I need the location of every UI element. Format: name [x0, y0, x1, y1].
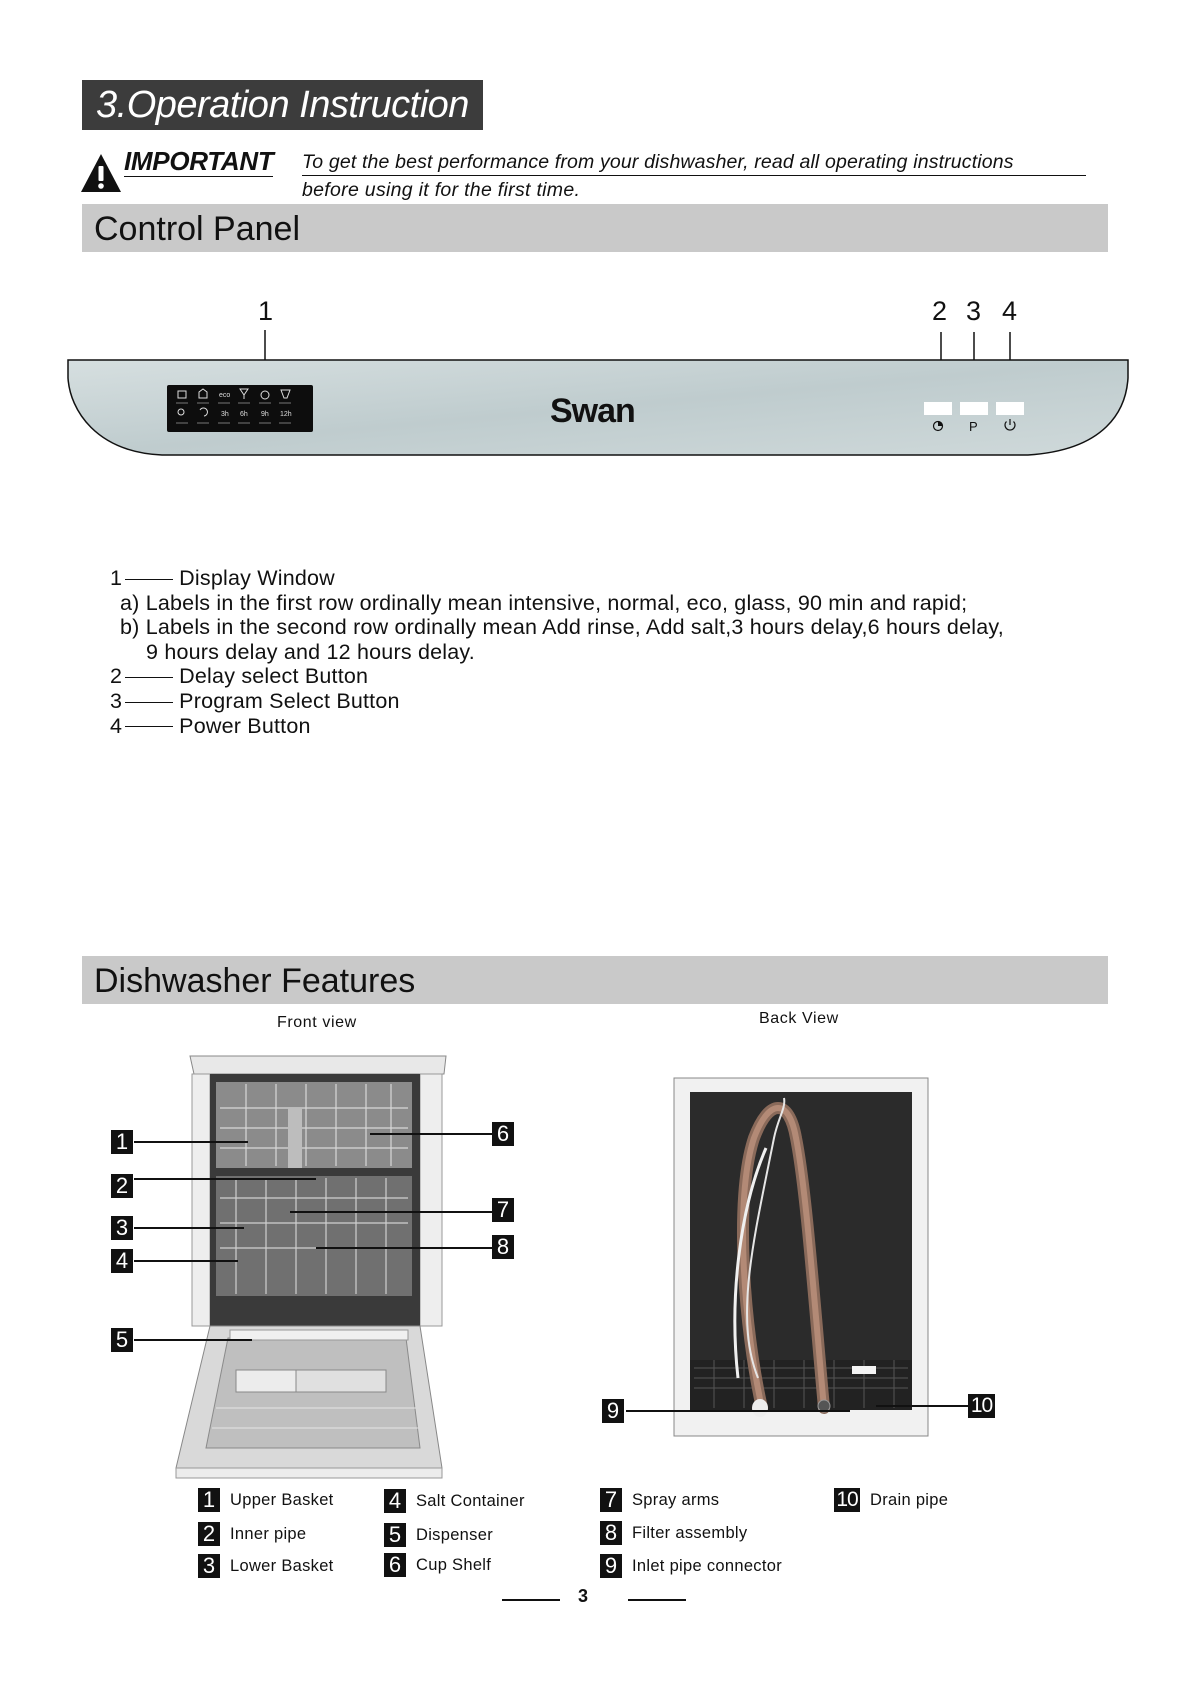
program-button-symbol: P: [969, 419, 978, 434]
front-callout-8: 8: [492, 1235, 514, 1259]
control-panel-heading-band: [82, 204, 1108, 252]
brand-logo: Swan: [550, 392, 635, 430]
desc-line-b: b) Labels in the second row ordinally mean Add rinse, Add salt,3 hours delay,6 hours delay,: [120, 615, 1004, 640]
page-number: 3: [578, 1586, 589, 1606]
front-callout-1: 1: [111, 1130, 133, 1154]
display-3h-label: 3h: [221, 411, 229, 418]
front-callout-5: 5: [111, 1328, 133, 1352]
display-9h-label: 9h: [261, 411, 269, 418]
front-callout-3: 3: [111, 1216, 133, 1240]
display-6h-label: 6h: [240, 411, 248, 418]
legend-item-3: 3 Lower Basket: [198, 1553, 334, 1579]
control-panel-illustration: [66, 300, 1130, 460]
important-text-line2: before using it for the first time.: [302, 179, 581, 201]
display-12h-label: 12h: [280, 411, 292, 418]
front-view-label: Front view: [277, 1014, 357, 1031]
front-callout-6: 6: [492, 1122, 514, 1146]
front-callout-4: 4: [111, 1249, 133, 1273]
desc-item-4: 4 Power Button: [110, 713, 311, 738]
legend-item-5: 5 Dispenser: [384, 1522, 493, 1548]
legend-item-10: 10 Drain pipe: [834, 1487, 948, 1513]
display-eco-label: eco: [219, 392, 231, 399]
desc-line-b2: 9 hours delay and 12 hours delay.: [146, 639, 475, 664]
desc-item-2: 2 Delay select Button: [110, 664, 369, 689]
panel-callout-4: 4: [1002, 296, 1018, 326]
legend-item-9: 9 Inlet pipe connector: [600, 1553, 782, 1579]
front-view-image: [176, 1048, 466, 1480]
front-callout-2: 2: [111, 1174, 133, 1198]
legend-item-6: 6 Cup Shelf: [384, 1552, 491, 1578]
panel-callout-3: 3: [966, 296, 982, 326]
legend-item-2: 2 Inner pipe: [198, 1521, 306, 1547]
legend-item-4: 4 Salt Container: [384, 1488, 525, 1514]
back-callout-9: 9: [602, 1399, 624, 1423]
legend-item-8: 8 Filter assembly: [600, 1520, 747, 1546]
back-view-image: [674, 1078, 930, 1438]
control-panel-descriptions: [110, 566, 1004, 738]
panel-callout-2: 2: [932, 296, 948, 326]
important-label: IMPORTANT: [124, 146, 274, 176]
front-callout-7: 7: [492, 1198, 514, 1222]
desc-item-1: 1 Display Window: [110, 566, 335, 590]
back-callout-10: 10: [968, 1394, 995, 1418]
important-text-line1: To get the best performance from your dishwasher, read all operating instructions: [302, 150, 1086, 176]
section-title: 3.Operation Instruction: [82, 80, 483, 130]
warning-icon: [80, 152, 122, 194]
legend-item-7: 7 Spray arms: [600, 1487, 719, 1513]
legend-item-1: 1 Upper Basket: [198, 1487, 334, 1513]
control-panel-heading: Control Panel: [94, 210, 301, 248]
features-heading-band: [82, 956, 1108, 1004]
panel-callout-1: 1: [258, 296, 274, 326]
features-heading: Dishwasher Features: [94, 962, 416, 1000]
desc-line-a: a) Labels in the first row ordinally mean intensive, normal, eco, glass, 90 min and rapid;: [120, 590, 968, 615]
desc-item-3: 3 Program Select Button: [110, 688, 400, 713]
back-view-label: Back View: [759, 1010, 839, 1027]
